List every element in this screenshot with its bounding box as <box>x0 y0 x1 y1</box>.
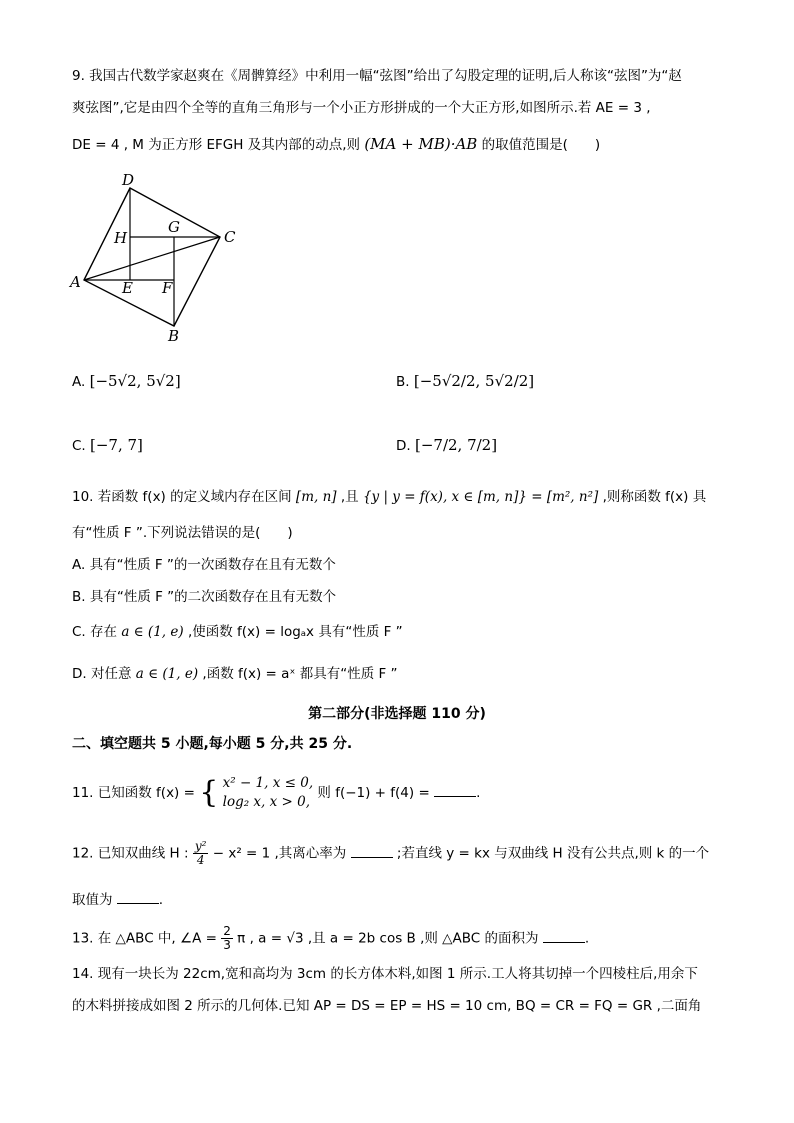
q9-segment-AC <box>84 237 220 280</box>
q9-line-3 <box>72 134 600 155</box>
q13-fraction-numerator: 2 <box>223 924 231 938</box>
q10-line-1c: ,且 <box>340 489 359 505</box>
q9-line-3-post: 的取值范围是( ) <box>481 137 601 153</box>
q10-option-D-post: ,函数 f(x) = aˣ 都具有“性质 F ” <box>202 666 398 682</box>
q12-k-blank[interactable] <box>117 889 159 904</box>
q12-fraction-denominator: 4 <box>196 853 205 867</box>
q9-line-3-pre: DE = 4 , M 为正方形 EFGH 及其内部的动点,则 <box>72 137 361 153</box>
q10-option-D-range: a ∈ (1, e) <box>135 666 199 682</box>
q9-label-A: A <box>70 273 81 291</box>
q11-pre: 11. 已知函数 f(x) = <box>72 785 195 801</box>
q12-line-2-text: 取值为 <box>72 892 113 908</box>
q9-option-B[interactable] <box>396 372 534 390</box>
q9-option-B-value: [−5√2/2, 5√2/2] <box>413 372 535 390</box>
q9-label-F: F <box>162 279 173 297</box>
q9-label-B: B <box>168 327 180 345</box>
q11-case-2: log₂ x, x > 0, <box>222 794 310 810</box>
q10-line-1e: ,则称函数 f(x) 具 <box>602 489 707 505</box>
q12-line-1 <box>72 840 709 867</box>
q10-option-D-pre: D. 对任意 <box>72 666 132 682</box>
q11-post: 则 f(−1) + f(4) = <box>317 785 430 801</box>
q10-option-A[interactable]: A. 具有“性质 F ”的一次函数存在且有无数个 <box>72 557 336 573</box>
q12-mid: − x² = 1 ,其离心率为 <box>212 845 347 862</box>
q9-option-D[interactable] <box>396 436 497 454</box>
q10-option-C-pre: C. 存在 <box>72 624 118 640</box>
q12-pre: 12. 已知双曲线 H : <box>72 845 189 862</box>
q9-label-G: G <box>168 218 180 236</box>
q13-mid: π , a = √3 ,且 a = 2b cos B ,则 △ABC 的面积为 <box>237 930 539 947</box>
q9-label-D: D <box>122 171 135 189</box>
q12-fraction-numerator: y² <box>194 839 207 853</box>
q13-fraction-denominator: 3 <box>223 938 231 952</box>
q10-option-C-post: ,使函数 f(x) = logₐx 具有“性质 F ” <box>187 624 403 640</box>
q9-line-1: 9. 我国古代数学家赵爽在《周髀算经》中利用一幅“弦图”给出了勾股定理的证明,后人称该“弦图”为“赵 <box>72 68 682 84</box>
q9-option-A[interactable] <box>72 372 181 390</box>
q9-option-A-label: A. <box>72 374 86 390</box>
q10-line-1 <box>72 487 706 507</box>
q9-option-A-value: [−5√2, 5√2] <box>89 372 181 390</box>
q11-line: 11. 已知函数 f(x) = { x² − 1, x ≤ 0, log₂ x, x > 0, 则 f(−1) + f(4) = . <box>72 775 481 810</box>
fill-in-section-heading: 二、填空题共 5 小题,每小题 5 分,共 25 分. <box>72 736 353 752</box>
q9-outer-square <box>84 188 220 326</box>
q11-cases <box>223 774 313 812</box>
q14-line-2: 的木料拼接成如图 2 所示的几何体.已知 AP = DS = EP = HS = 10 cm, BQ = CR = FQ = GR ,二面角 <box>72 998 702 1014</box>
q10-set-expression: {y | y = f(x), x ∈ [m, n]} = [m², n²] <box>362 489 599 505</box>
q14-line-1: 14. 现有一块长为 22cm,宽和高均为 3cm 的长方体木料,如图 1 所示.工人将其切掉一个四棱柱后,用余下 <box>72 966 698 982</box>
q9-label-C: C <box>224 228 236 246</box>
q10-line-2: 有“性质 F ”.下列说法错误的是( ) <box>72 525 293 541</box>
q9-label-H: H <box>114 229 128 247</box>
q10-option-B[interactable]: B. 具有“性质 F ”的二次函数存在且有无数个 <box>72 589 337 605</box>
q9-option-B-label: B. <box>396 374 410 390</box>
q12-line-2: 取值为 . <box>72 889 163 910</box>
q9-option-C-value: [−7, 7] <box>90 436 143 454</box>
q9-line-2: 爽弦图”,它是由四个全等的直角三角形与一个小正方形拼成的一个大正方形,如图所示.若 AE = 3 , <box>72 100 651 116</box>
q10-option-C[interactable] <box>72 622 403 642</box>
q9-option-D-value: [−7/2, 7/2] <box>414 436 498 454</box>
q11-brace: { <box>199 775 219 810</box>
q10-option-D[interactable] <box>72 664 398 684</box>
q9-label-E: E <box>122 279 133 297</box>
q9-option-C-label: C. <box>72 438 86 454</box>
q13-pre: 13. 在 △ABC 中, ∠A = <box>72 930 217 947</box>
part-two-title: 第二部分(非选择题 110 分) <box>308 706 486 722</box>
q9-vector-expression: (MA + MB)·AB <box>364 135 478 153</box>
q13-line: 13. 在 △ABC 中, ∠A = $\frac{2}{3}$ π , a = √3 ,且 a = 2b cos B ,则 △ABC 的面积为 . <box>72 924 590 952</box>
q9-option-C[interactable] <box>72 436 143 454</box>
q10-interval: [m, n] <box>295 489 337 505</box>
q13-fraction <box>221 925 233 952</box>
q13-area-blank[interactable] <box>543 928 585 943</box>
q11-answer-blank[interactable] <box>434 782 476 797</box>
q12-mid2: ;若直线 y = kx 与双曲线 H 没有公共点,则 k 的一个 <box>396 845 710 862</box>
q9-option-D-label: D. <box>396 438 411 454</box>
q9-figure <box>66 170 256 350</box>
q10-line-1a: 10. 若函数 f(x) 的定义域内存在区间 <box>72 489 292 505</box>
q11-case-1: x² − 1, x ≤ 0, <box>222 775 314 791</box>
q12-fraction <box>193 840 209 867</box>
q12-eccentricity-blank[interactable] <box>351 843 393 858</box>
q10-option-C-range: a ∈ (1, e) <box>121 624 184 640</box>
